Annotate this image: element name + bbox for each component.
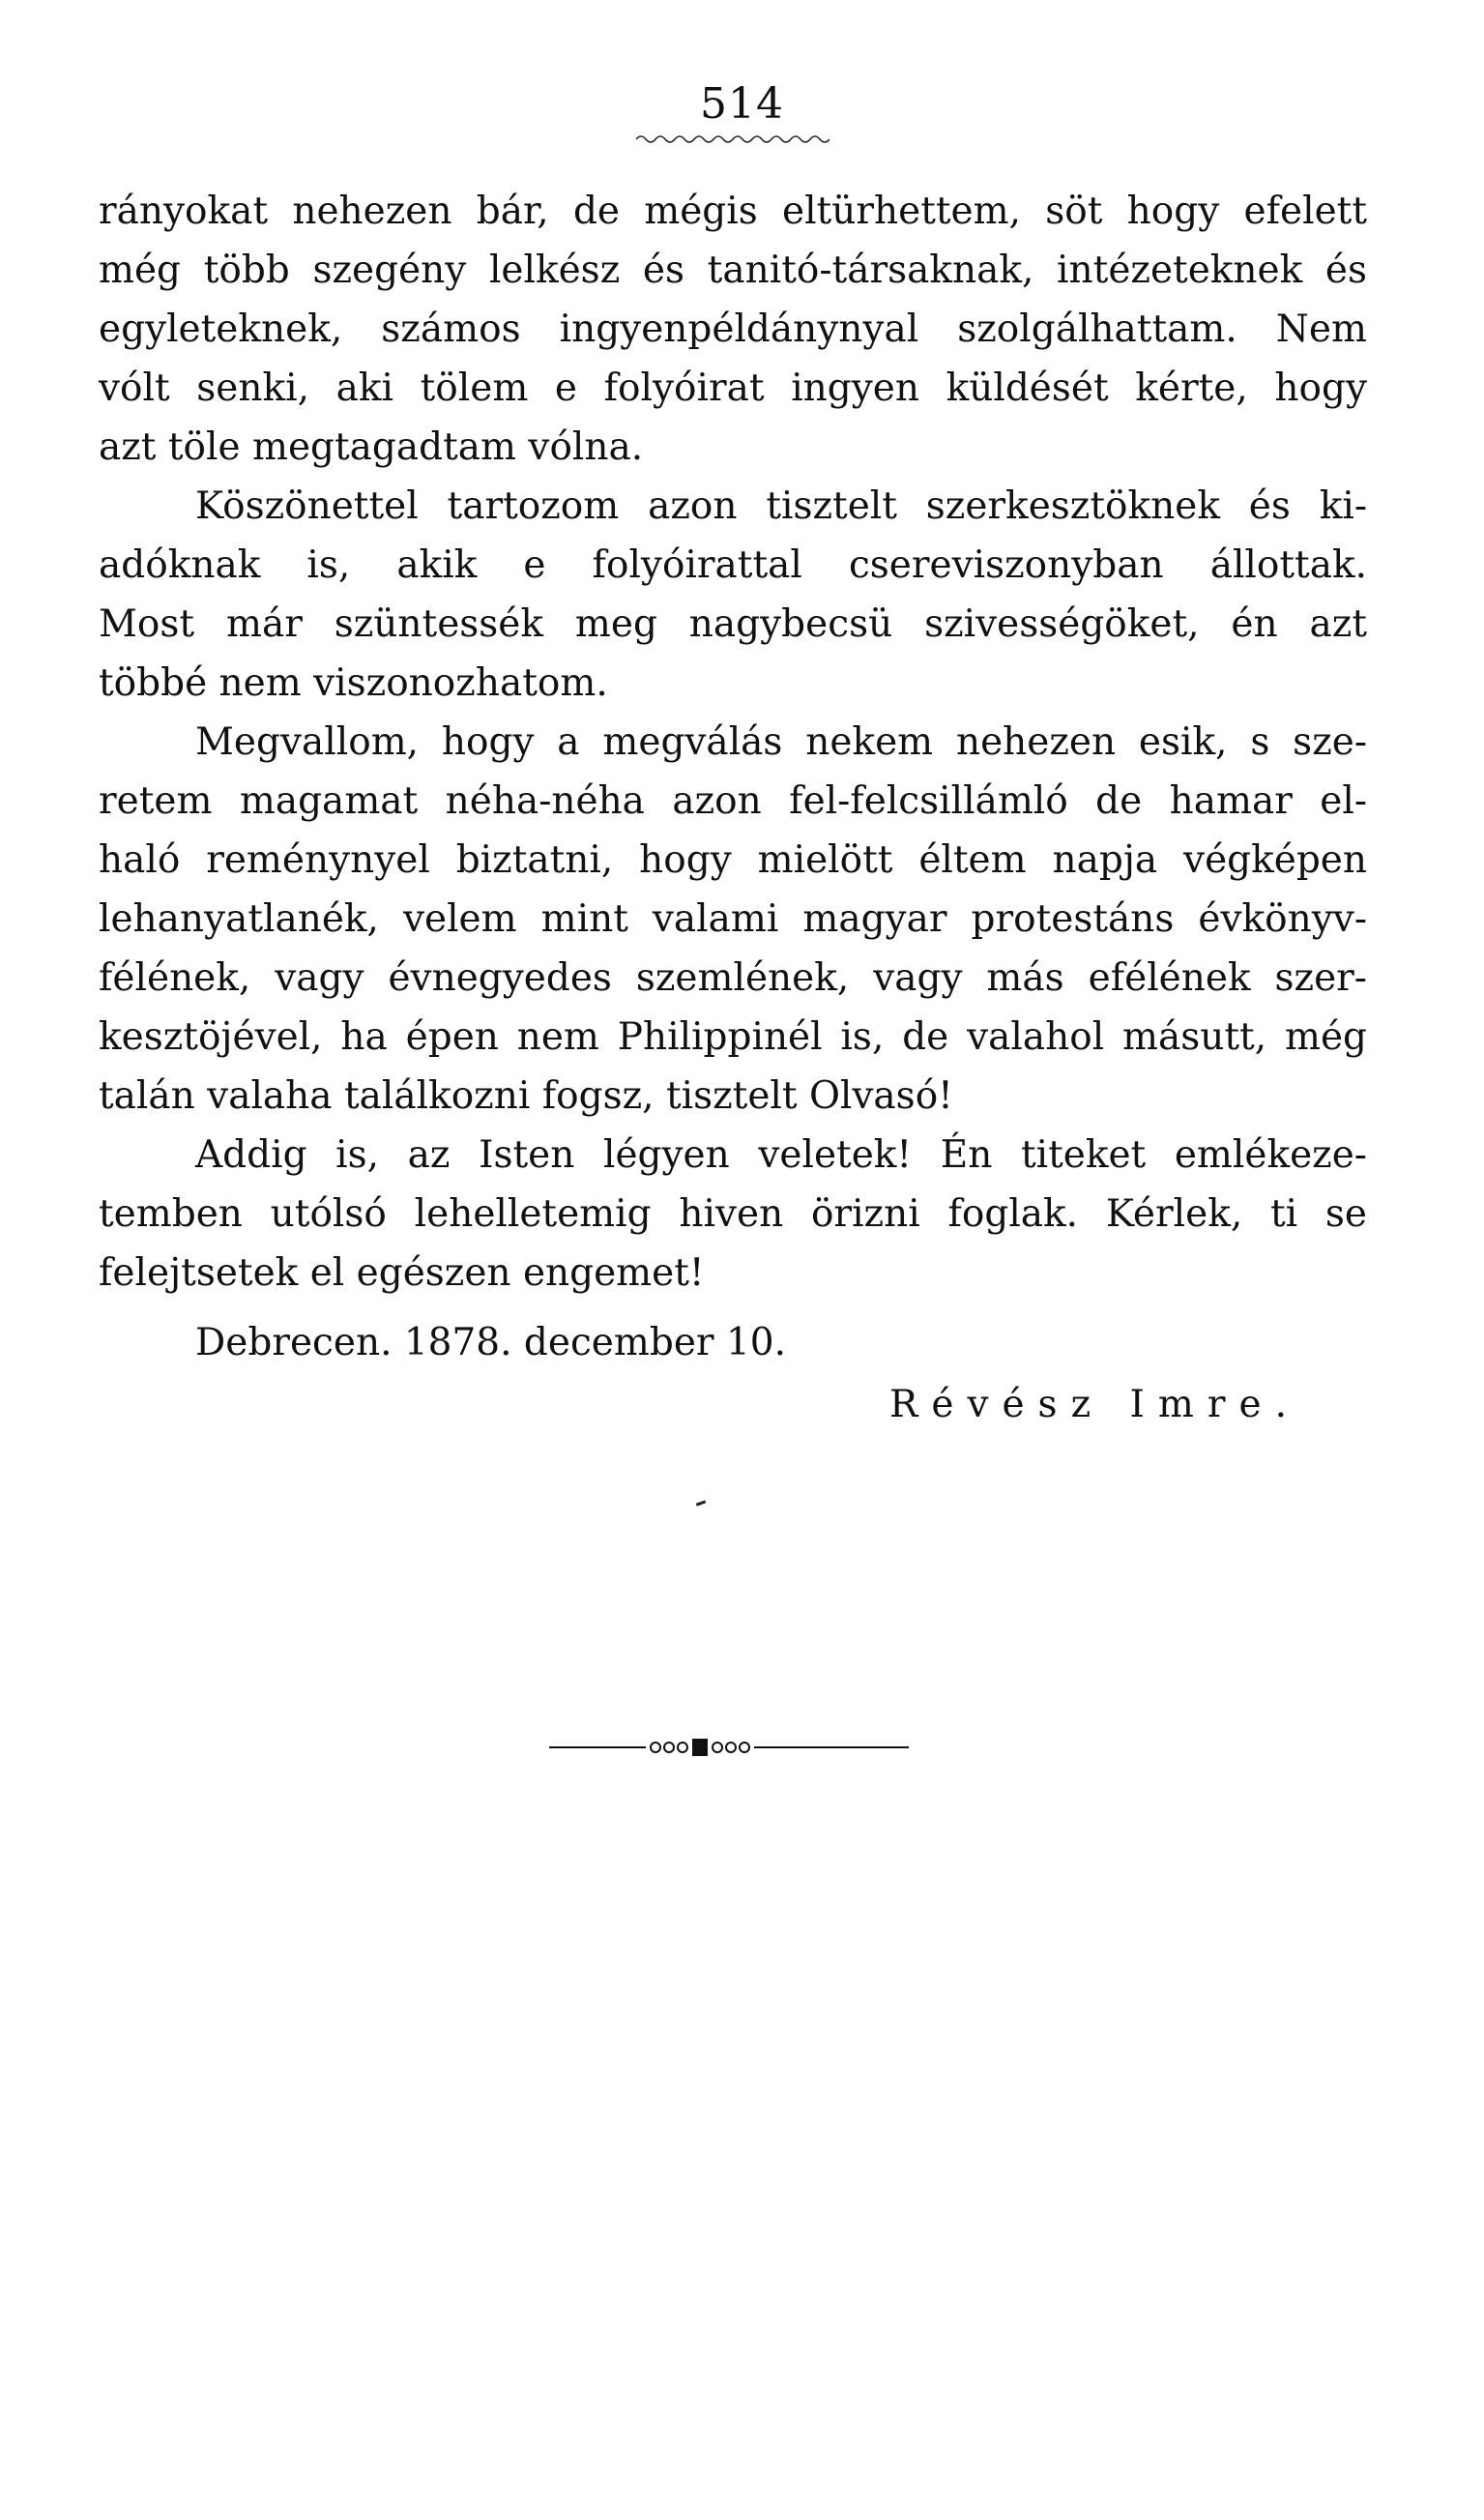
text-line: rányokat nehezen bár, de mégis eltürhettem, söt hogy efelett: [99, 190, 1367, 233]
page-number: 514: [700, 79, 784, 129]
text-line: adóknak is, akik e folyóirattal csereviszonyban állottak.: [99, 543, 1367, 587]
page-number-ornament: [636, 133, 829, 145]
text-line: azt töle megtagadtam vólna.: [99, 425, 644, 469]
text-line: felejtsetek el egészen engemet!: [99, 1251, 705, 1295]
text-line: félének, vagy évnegyedes szemlének, vagy más efélének szer-: [99, 956, 1367, 1000]
text-line: talán valaha találkozni fogsz, tisztelt Olvasó!: [99, 1074, 953, 1118]
text-line: Addig is, az Isten légyen veletek! Én titeket emlékeze-: [195, 1133, 1367, 1177]
text-line: többé nem viszonozhatom.: [99, 661, 608, 705]
dateline: Debrecen. 1878. december 10.: [195, 1321, 786, 1364]
text-line: Köszönettel tartozom azon tisztelt szerkesztöknek és ki-: [195, 484, 1367, 528]
section-divider: [549, 1737, 909, 1758]
text-line: Most már szüntessék meg nagybecsü szivességöket, én azt: [99, 602, 1367, 646]
signature: Révész Imre.: [889, 1383, 1301, 1426]
stray-ink-mark: [696, 1500, 706, 1506]
text-line: egyleteknek, számos ingyenpéldánynyal szolgálhattam. Nem: [99, 308, 1367, 351]
text-line: retem magamat néha-néha azon fel-felcsillámló de hamar el-: [99, 779, 1367, 823]
text-line: lehanyatlanék, velem mint valami magyar protestáns évkönyv-: [99, 897, 1367, 941]
text-line: temben utólsó lehelletemig hiven örizni foglak. Kérlek, ti se: [99, 1192, 1367, 1236]
text-line: kesztöjével, ha épen nem Philippinél is, de valahol másutt, még: [99, 1015, 1367, 1059]
text-line: haló reménynyel biztatni, hogy mielött éltem napja végképen: [99, 838, 1367, 882]
body-text: [99, 182, 1367, 1303]
text-line: vólt senki, aki tölem e folyóirat ingyen küldését kérte, hogy: [99, 366, 1367, 410]
text-line: még több szegény lelkész és tanitó-társaknak, intézeteknek és: [99, 249, 1367, 292]
text-line: Megvallom, hogy a megválás nekem nehezen esik, s sze-: [195, 720, 1367, 764]
